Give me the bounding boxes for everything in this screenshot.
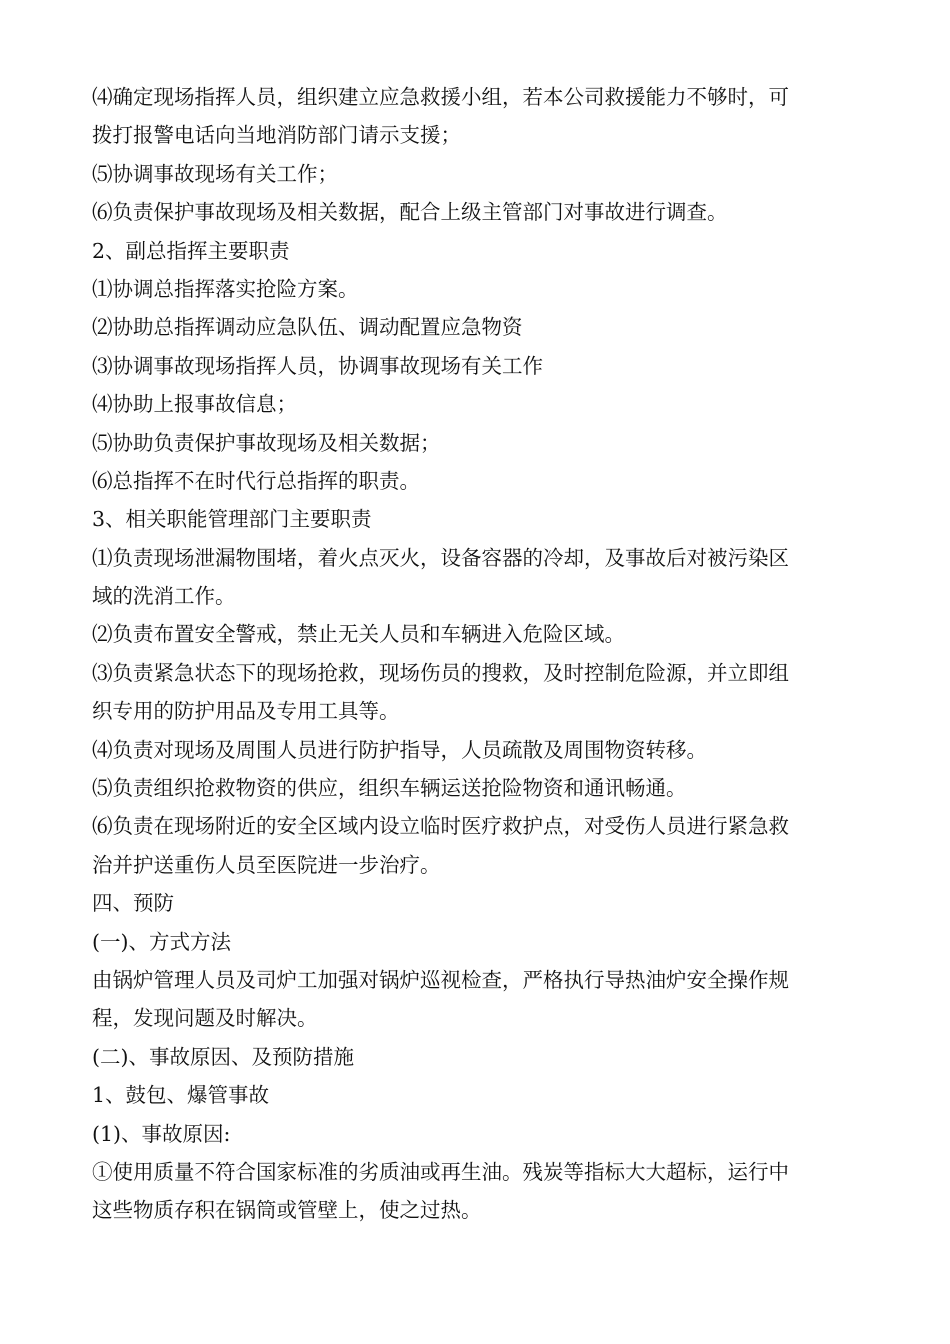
text-line: ⑷协助上报事故信息； <box>92 392 297 417</box>
text-line: 这些物质存积在锅筒或管壁上，使之过热。 <box>92 1198 482 1223</box>
text-line: ⑸协调事故现场有关工作； <box>92 161 338 186</box>
text-line: ①使用质量不符合国家标准的劣质油或再生油。残炭等指标大大超标，运行中 <box>92 1159 789 1184</box>
text-line: ⑸负责组织抢救物资的供应，组织车辆运送抢险物资和通讯畅通。 <box>92 776 687 801</box>
text-line: 程，发现问题及时解决。 <box>92 1006 318 1031</box>
text-line: ⑵协助总指挥调动应急队伍、调动配置应急物资 <box>92 315 523 340</box>
text-line: ⑹负责保护事故现场及相关数据，配合上级主管部门对事故进行调查。 <box>92 200 728 225</box>
text-line: 域的洗消工作。 <box>92 584 236 609</box>
section-heading: 1、鼓包、爆管事故 <box>92 1083 270 1108</box>
section-heading: 四、预防 <box>92 891 174 916</box>
subsection-heading: (二)、事故原因、及预防措施 <box>92 1044 354 1069</box>
text-line: 织专用的防护用品及专用工具等。 <box>92 699 400 724</box>
text-line: ⑷负责对现场及周围人员进行防护指导，人员疏散及周围物资转移。 <box>92 737 707 762</box>
text-line: ⑹总指挥不在时代行总指挥的职责。 <box>92 468 420 493</box>
text-line: 由锅炉管理人员及司炉工加强对锅炉巡视检查，严格执行导热油炉安全操作规 <box>92 967 789 992</box>
section-heading: 3、相关职能管理部门主要职责 <box>92 507 372 532</box>
text-line: ⑶协调事故现场指挥人员，协调事故现场有关工作 <box>92 353 543 378</box>
text-line: ⑹负责在现场附近的安全区域内设立临时医疗救护点，对受伤人员进行紧急救 <box>92 814 789 839</box>
text-line: ⑴负责现场泄漏物围堵，着火点灭火，设备容器的冷却，及事故后对被污染区 <box>92 545 789 570</box>
text-line: 拨打报警电话向当地消防部门请示支援； <box>92 123 461 148</box>
document-body <box>92 78 860 1230</box>
text-line: ⑶负责紧急状态下的现场抢救，现场伤员的搜救，及时控制危险源，并立即组 <box>92 660 789 685</box>
text-line: ⑸协助负责保护事故现场及相关数据； <box>92 430 441 455</box>
section-heading: 2、副总指挥主要职责 <box>92 238 290 263</box>
text-line: 治并护送重伤人员至医院进一步治疗。 <box>92 852 441 877</box>
text-line: ⑴协调总指挥落实抢险方案。 <box>92 276 359 301</box>
subsection-heading: (一)、方式方法 <box>92 929 231 954</box>
text-line: ⑷确定现场指挥人员，组织建立应急救援小组，若本公司救援能力不够时，可 <box>92 85 789 109</box>
text-line: (1)、事故原因: <box>92 1121 231 1146</box>
text-line: ⑵负责布置安全警戒，禁止无关人员和车辆进入危险区域。 <box>92 622 625 647</box>
